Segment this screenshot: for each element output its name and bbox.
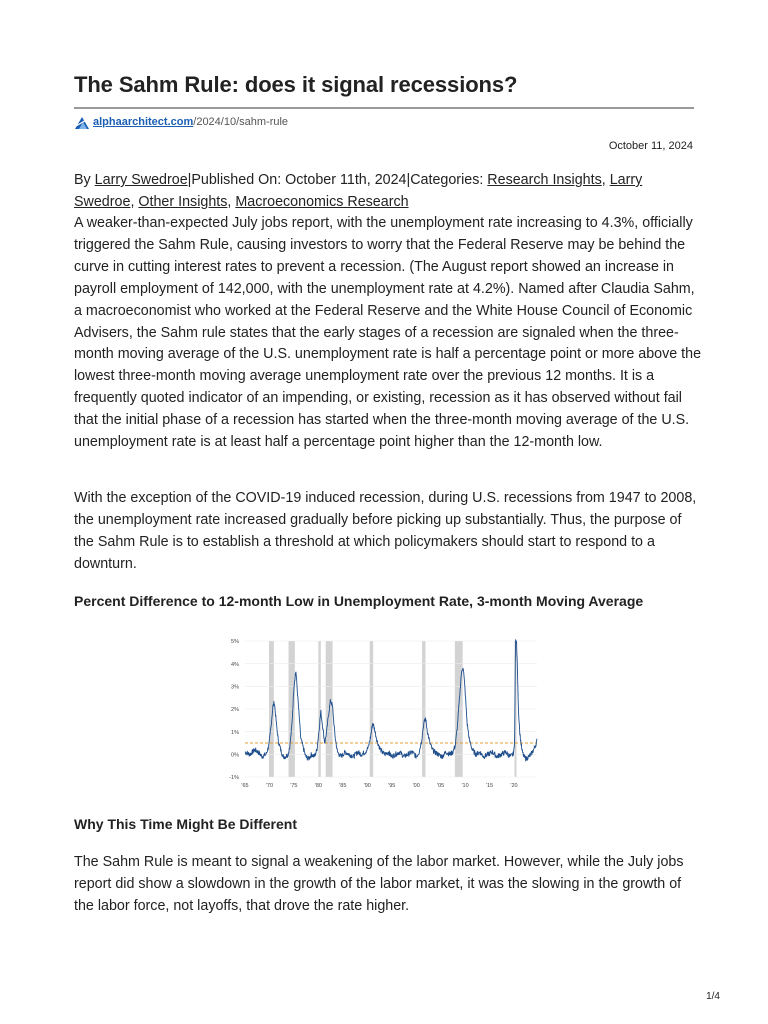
- category-separator: ,: [227, 193, 236, 210]
- y-tick-label: 2%: [231, 707, 239, 714]
- x-tick-label: '70: [265, 783, 274, 789]
- byline: [74, 170, 704, 214]
- category-separator: ,: [601, 172, 610, 188]
- x-tick-label: '00: [412, 783, 420, 789]
- paragraph-covid-exception: With the exception of the COVID-19 induced recession, during U.S. recessions from 1947 to 2008, the unemployment rate increased gradually before picking up substantially. Thus, the purpose of the Sahm Rule is to establish a threshold at which policymakers should start to respond to a downturn.: [74, 490, 697, 572]
- x-tick-label: '65: [241, 783, 249, 789]
- x-tick-label: '75: [290, 783, 298, 789]
- x-tick-label: '80: [314, 783, 322, 789]
- y-tick-label: 1%: [231, 729, 239, 736]
- published-info: |Published On: October 11th, 2024|Categories:: [187, 172, 488, 188]
- category-link-research-insights[interactable]: Research Insights: [487, 172, 602, 188]
- x-tick-label: '15: [485, 783, 494, 789]
- author-link[interactable]: Larry Swedroe: [94, 172, 188, 188]
- y-tick-label: 4%: [231, 661, 239, 668]
- source-path: /2024/10/sahm-rule: [193, 116, 289, 128]
- y-tick-label: 0%: [231, 752, 239, 759]
- y-tick-label: 5%: [231, 639, 239, 646]
- site-logo-icon: [74, 114, 90, 130]
- paragraph-labor-market: The Sahm Rule is meant to signal a weakening of the labor market. However, while the July jobs report did show a slowdown in the growth of the labor market, it was the slowing in the growth of the labor force, not layoffs, that drove the rate higher.: [74, 854, 684, 914]
- x-tick-label: '05: [437, 783, 445, 789]
- category-link-larry-swedroe[interactable]: Larry Swedroe: [74, 172, 643, 210]
- section-heading: Why This Time Might Be Different: [74, 816, 297, 832]
- x-tick-label: '85: [339, 783, 347, 789]
- x-tick-label: '10: [461, 783, 469, 789]
- title-divider: [74, 107, 694, 109]
- y-tick-label: 3%: [231, 684, 239, 691]
- x-tick-label: '95: [388, 783, 396, 789]
- source-domain-link[interactable]: alphaarchitect.com: [93, 116, 194, 128]
- x-tick-label: '20: [510, 783, 518, 789]
- category-separator: ,: [130, 193, 139, 210]
- article-date: October 11, 2024: [608, 140, 693, 152]
- source-url[interactable]: [74, 114, 288, 130]
- article-title: The Sahm Rule: does it signal recessions?: [74, 72, 518, 97]
- chart-title: Percent Difference to 12-month Low in Unemployment Rate, 3-month Moving Average: [74, 593, 644, 609]
- page-number: 1/4: [706, 991, 720, 1002]
- paragraph-intro: A weaker-than-expected July jobs report, with the unemployment rate increasing to 4.3%, officially triggered the Sahm Rule, causing investors to worry that the Federal Reserve may be behind the curve in cutting interest rates to prevent a recession. (The August report showed an increase in payroll employment of 142,000, with the unemployment rate at 4.2%). Named after Claudia Sahm, a macroeconomist who worked at the Federal Reserve and the White House Council of Economic Advisers, the Sahm rule states that the early stages of a recession are signaled when the three-month moving average of the U.S. unemployment rate is half a percentage point or more above the lowest three-month moving average unemployment rate over the previous 12 months. It is a frequently quoted indicator of an impending, or existing, recession as it has observed without fail that the initial phase of a recession has started when the three-month moving average of the U.S. unemployment rate is at least half a percentage point higher than the 12-month low.: [74, 215, 702, 451]
- y-tick-label: -1%: [229, 775, 239, 782]
- x-tick-label: '90: [363, 783, 371, 789]
- sahm-rule-chart: [225, 634, 545, 794]
- category-link-other-insights[interactable]: Other Insights: [138, 193, 228, 210]
- byline-prefix: By: [74, 172, 95, 188]
- chart-canvas: [225, 634, 545, 794]
- category-link-macroeconomics-research[interactable]: Macroeconomics Research: [235, 193, 409, 210]
